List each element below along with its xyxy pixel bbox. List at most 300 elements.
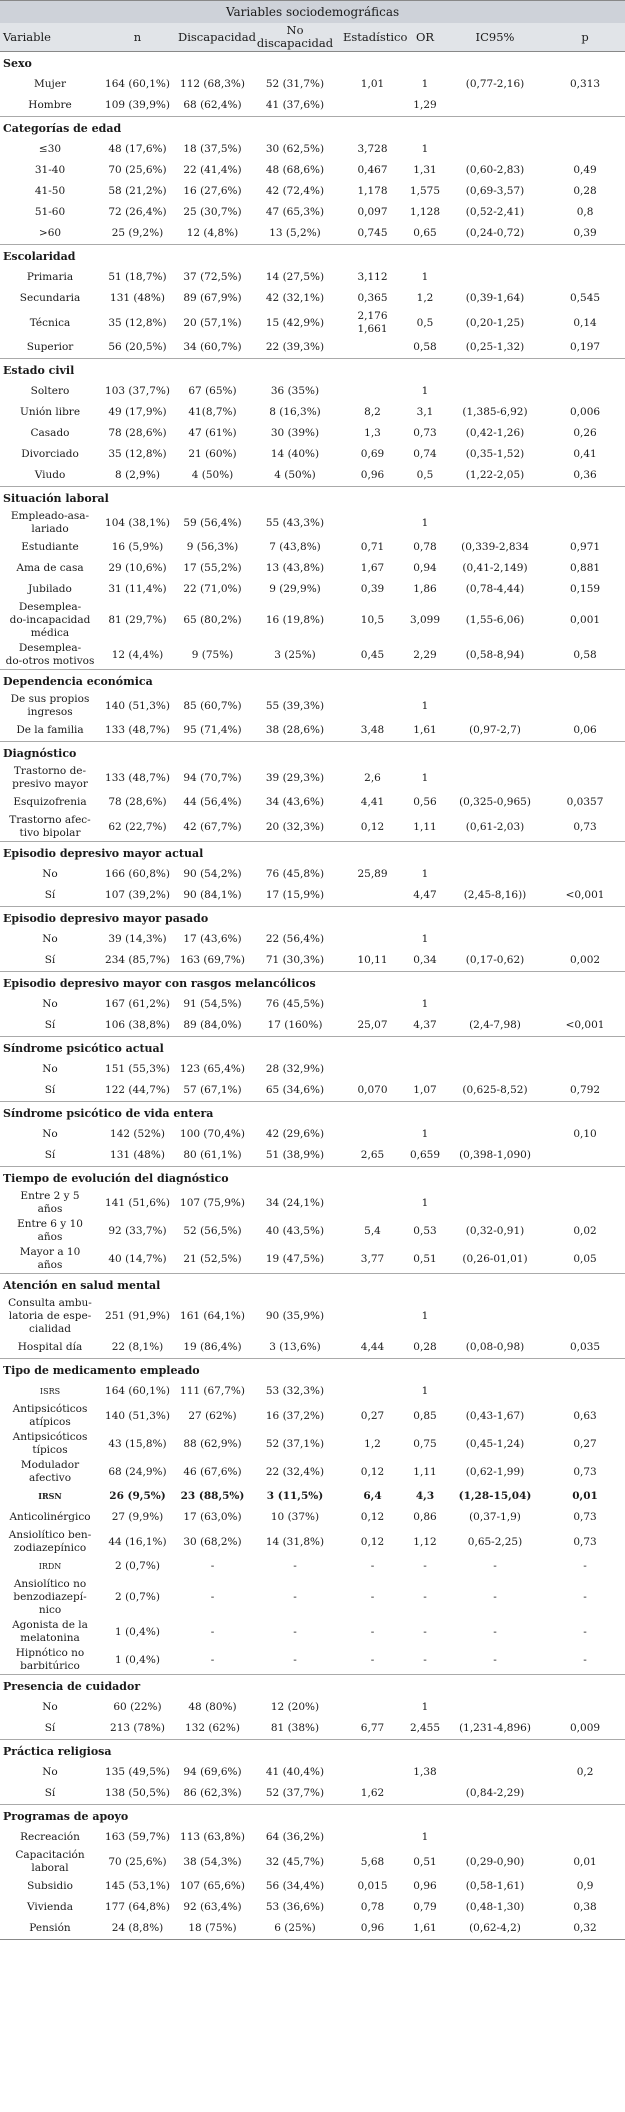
cell-estadistico: 0,45 [360, 648, 385, 661]
table-row [0, 509, 625, 537]
cell-variable: >60 [38, 227, 62, 239]
cell-or: 0,79 [413, 1901, 437, 1913]
cell-estadistico: - [370, 1591, 375, 1603]
cell-ic95 [445, 1296, 545, 1337]
cell-variable: Sí [44, 1787, 56, 1799]
cell-ic95 [445, 381, 545, 402]
cell-variable: Entre 6 y 10 años [17, 1218, 83, 1243]
cell-no-discapacidad: 3 (25%) [274, 648, 316, 661]
cell-discapacidad: 44 (56,4%) [183, 796, 242, 808]
cell-or: 0,58 [413, 341, 437, 353]
table-row [0, 579, 625, 600]
cell-or: 0,65 [413, 227, 437, 239]
cell-estadistico [340, 1762, 405, 1783]
cell-p [545, 994, 625, 1015]
cell-or: 1 [421, 1831, 429, 1843]
table-row [0, 1059, 625, 1080]
cell-estadistico: 0,69 [360, 448, 385, 460]
cell-p: 0,73 [573, 1511, 597, 1523]
cell-p [545, 929, 625, 950]
cell-p: 0,73 [573, 1465, 597, 1478]
cell-n: 8 (2,9%) [115, 469, 160, 481]
cell-p: 0,0357 [566, 796, 604, 808]
cell-no-discapacidad: 52 (31,7%) [265, 78, 325, 90]
section-title: Diagnóstico [0, 742, 625, 765]
cell-or: 1,11 [413, 820, 437, 833]
cell-ic95: (1,28-15,04) [458, 1490, 532, 1502]
cell-no-discapacidad: 76 (45,5%) [265, 998, 325, 1010]
table-row [0, 1189, 625, 1217]
cell-no-discapacidad: 9 (29,9%) [269, 583, 321, 595]
cell-variable: Entre 2 y 5 años [20, 1190, 80, 1215]
cell-ic95: (1,231-4,896) [459, 1722, 531, 1734]
section-title: Tiempo de evolución del diagnóstico [0, 1167, 625, 1190]
cell-discapacidad: 20 (57,1%) [183, 316, 242, 329]
cell-discapacidad: 68 (62,4%) [183, 99, 242, 111]
cell-p: 0,8 [576, 206, 594, 218]
cell-estadistico: 8,2 [364, 406, 381, 418]
cell-no-discapacidad: 17 (15,9%) [265, 889, 325, 901]
table-row [0, 994, 625, 1015]
table-row [0, 792, 625, 813]
section-header [0, 487, 625, 510]
cell-discapacidad: 52 (56,5%) [183, 1224, 242, 1237]
cell-or: 1,07 [413, 1084, 437, 1096]
cell-variable: Secundaria [19, 292, 81, 304]
cell-n: 12 (4,4%) [111, 648, 164, 661]
cell-estadistico: 2,65 [360, 1149, 385, 1161]
cell-variable: No [42, 933, 58, 945]
cell-ic95 [445, 95, 545, 117]
cell-p [545, 1189, 625, 1217]
cell-no-discapacidad: 52 (37,7%) [265, 1787, 325, 1799]
cell-no-discapacidad: 3 (11,5%) [266, 1490, 324, 1502]
cell-estadistico: 0,015 [357, 1880, 388, 1892]
cell-discapacidad: 113 (63,8%) [180, 1831, 245, 1843]
table-row [0, 1145, 625, 1167]
cell-n: 51 (18,7%) [108, 271, 167, 283]
cell-ic95: (0,26-01,01) [462, 1252, 528, 1265]
cell-no-discapacidad: 40 (43,5%) [265, 1224, 325, 1237]
cell-variable: Pensión [29, 1922, 71, 1934]
cell-discapacidad: 17 (63,0%) [183, 1511, 242, 1523]
cell-p: 0,26 [573, 427, 597, 439]
cell-discapacidad: 42 (67,7%) [183, 820, 242, 833]
cell-no-discapacidad: 16 (19,8%) [265, 614, 325, 626]
cell-estadistico: 6,4 [363, 1490, 382, 1502]
cell-variable: Trastorno de- presivo mayor [12, 765, 88, 790]
cell-or: 1 [421, 868, 429, 880]
cell-n: 68 (24,9%) [108, 1465, 167, 1478]
cell-p [545, 1697, 625, 1718]
cell-no-discapacidad: 53 (36,6%) [265, 1901, 325, 1913]
cell-estadistico: 4,41 [360, 796, 385, 808]
table-row [0, 1827, 625, 1848]
cell-or: 0,85 [413, 1409, 437, 1422]
table-row [0, 1458, 625, 1486]
table-row [0, 1245, 625, 1274]
cell-p: 0,73 [573, 820, 597, 833]
cell-no-discapacidad: 6 (25%) [274, 1922, 316, 1934]
table-row [0, 1015, 625, 1037]
table-row [0, 1848, 625, 1876]
cell-or: 1,575 [409, 185, 441, 197]
cell-n: 48 (17,6%) [108, 143, 167, 155]
cell-or: 1 [421, 143, 429, 155]
cell-p: - [583, 1591, 587, 1603]
cell-no-discapacidad: 52 (37,1%) [265, 1437, 325, 1450]
cell-estadistico: 2,6 [364, 771, 381, 784]
cell-p: 0,035 [570, 1341, 601, 1353]
cell-p [545, 764, 625, 792]
cell-n: 60 (22%) [113, 1701, 162, 1713]
cell-no-discapacidad: 41 (37,6%) [265, 99, 325, 111]
table-row [0, 309, 625, 337]
cell-n: 122 (44,7%) [105, 1084, 170, 1096]
cell-n: 1 (0,4%) [115, 1625, 160, 1638]
cell-variable: Empleado-asa- lariado [10, 510, 90, 535]
cell-p: 0,39 [573, 227, 597, 239]
cell-or: 0,659 [409, 1149, 441, 1161]
cell-variable: Hospital día [17, 1341, 83, 1353]
cell-p: 0,49 [573, 164, 597, 176]
cell-ic95: (0,24-0,72) [465, 227, 525, 239]
cell-no-discapacidad: 39 (29,3%) [265, 771, 325, 784]
section-title: Escolaridad [0, 245, 625, 268]
cell-no-discapacidad: 14 (31,8%) [265, 1535, 325, 1548]
cell-ic95: (0,58-8,94) [465, 648, 525, 661]
cell-discapacidad: 57 (67,1%) [183, 1084, 242, 1096]
cell-estadistico: - [370, 1560, 375, 1572]
cell-or: 0,96 [413, 1880, 437, 1892]
cell-no-discapacidad: - [293, 1625, 297, 1638]
cell-estadistico: 6,77 [360, 1722, 385, 1734]
cell-discapacidad: 107 (65,6%) [180, 1880, 245, 1892]
cell-variable: Antipsicóticos típicos [12, 1431, 88, 1456]
cell-estadistico [340, 1697, 405, 1718]
table-row [0, 1217, 625, 1245]
cell-variable: Esquizofrenia [13, 796, 87, 808]
section-header [0, 842, 625, 865]
cell-p: 0,01 [572, 1490, 598, 1502]
cell-p: 0,01 [573, 1855, 597, 1868]
section-header [0, 907, 625, 930]
table-row [0, 641, 625, 670]
cell-estadistico [340, 994, 405, 1015]
cell-estadistico [340, 1296, 405, 1337]
cell-estadistico: 25,89 [357, 868, 388, 880]
cell-n: 140 (51,3%) [105, 699, 170, 712]
cell-discapacidad: 65 (80,2%) [183, 614, 242, 626]
cell-no-discapacidad: 65 (34,6%) [265, 1084, 325, 1096]
cell-p: 0,63 [573, 1409, 597, 1422]
cell-n: 1 (0,4%) [115, 1653, 160, 1666]
cell-n: 133 (48,7%) [105, 771, 170, 784]
cell-estadistico: 0,78 [360, 1901, 385, 1913]
table-row [0, 402, 625, 423]
table-row [0, 1124, 625, 1145]
header-ic95: IC95% [445, 23, 545, 52]
cell-n: 43 (15,8%) [108, 1437, 167, 1450]
cell-n: 70 (25,6%) [108, 164, 167, 176]
table-row [0, 885, 625, 907]
cell-estadistico: 0,96 [360, 469, 385, 481]
cell-estadistico [340, 95, 405, 117]
cell-or: 1 [421, 1385, 429, 1397]
cell-or: 2,455 [409, 1722, 441, 1734]
cell-no-discapacidad: 14 (27,5%) [265, 271, 325, 283]
cell-n: 35 (12,8%) [108, 448, 167, 460]
cell-variable: Sí [44, 1722, 56, 1734]
section-title: Atención en salud mental [0, 1274, 625, 1297]
cell-ic95 [445, 1124, 545, 1145]
cell-no-discapacidad: 22 (32,4%) [265, 1465, 325, 1478]
cell-estadistico [340, 929, 405, 950]
cell-ic95: (0,325-0,965) [459, 796, 531, 808]
cell-no-discapacidad: 64 (36,2%) [265, 1831, 325, 1843]
cell-n: 26 (9,5%) [109, 1490, 166, 1502]
cell-n: 135 (49,5%) [105, 1766, 170, 1778]
cell-or: 1 [421, 933, 429, 945]
cell-variable: Ansiolítico ben- zodiazepínico [8, 1529, 92, 1554]
cell-estadistico: 1,178 [357, 185, 388, 197]
cell-n: 167 (61,2%) [105, 998, 170, 1010]
cell-estadistico: 0,12 [360, 1535, 385, 1548]
table-row [0, 929, 625, 950]
cell-variable: Soltero [30, 385, 70, 397]
cell-variable: De la familia [16, 724, 84, 736]
cell-estadistico: 3,77 [360, 1252, 385, 1265]
section-title: Situación laboral [0, 487, 625, 510]
cell-n: 49 (17,9%) [108, 406, 167, 418]
cell-estadistico: - [370, 1625, 375, 1638]
cell-no-discapacidad: 51 (38,9%) [265, 1149, 325, 1161]
cell-variable: Divorciado [21, 448, 79, 460]
cell-or: 1 [421, 78, 429, 90]
table-row [0, 160, 625, 181]
cell-ic95: (0,32-0,91) [465, 1224, 525, 1237]
cell-discapacidad: 163 (69,7%) [180, 954, 245, 966]
cell-estadistico: 0,96 [360, 1922, 385, 1934]
section-title: Categorías de edad [0, 117, 625, 140]
cell-estadistico: 0,097 [357, 206, 388, 218]
cell-estadistico [340, 692, 405, 720]
cell-discapacidad: 67 (65%) [188, 385, 237, 397]
cell-discapacidad: 48 (80%) [188, 1701, 237, 1713]
section-title: Episodio depresivo mayor pasado [0, 907, 625, 930]
cell-p [545, 381, 625, 402]
cell-ic95: (0,17-0,62) [465, 954, 525, 966]
cell-or [405, 1059, 445, 1080]
cell-n: 92 (33,7%) [108, 1224, 167, 1237]
cell-or: 4,3 [415, 1490, 435, 1502]
cell-no-discapacidad: 42 (32,1%) [265, 292, 325, 304]
cell-or: 1,38 [413, 1766, 437, 1778]
cell-p: 0,159 [570, 583, 601, 595]
cell-estadistico [340, 509, 405, 537]
cell-no-discapacidad: 32 (45,7%) [265, 1855, 325, 1868]
cell-estadistico: 1,3 [364, 427, 381, 439]
cell-no-discapacidad: 14 (40%) [270, 448, 320, 460]
table-row [0, 537, 625, 558]
cell-n: 131 (48%) [110, 1149, 165, 1161]
cell-p: 0,14 [573, 316, 597, 329]
cell-p: <0,001 [565, 889, 605, 901]
cell-estadistico: 1,2 [364, 1437, 381, 1450]
cell-variable: Viudo [34, 469, 66, 481]
cell-estadistico [340, 1124, 405, 1145]
cell-no-discapacidad: 3 (13,6%) [269, 1341, 321, 1353]
cell-p: 0,28 [573, 185, 597, 197]
cell-p: 0,009 [570, 1722, 601, 1734]
cell-p: 0,197 [570, 341, 601, 353]
cell-or: 3,099 [409, 614, 441, 626]
cell-or: - [423, 1560, 427, 1572]
cell-variable: Capacitación laboral [15, 1849, 85, 1874]
cell-discapacidad: 80 (61,1%) [183, 1149, 242, 1161]
cell-p: 0,881 [570, 562, 601, 574]
section-title: Programas de apoyo [0, 1805, 625, 1828]
cell-discapacidad: 23 (88,5%) [180, 1490, 245, 1502]
cell-p: - [583, 1625, 587, 1638]
cell-discapacidad: 30 (68,2%) [183, 1535, 242, 1548]
table-row [0, 1646, 625, 1675]
table-row [0, 600, 625, 641]
cell-variable: No [42, 1701, 58, 1713]
cell-n: 44 (16,1%) [108, 1535, 167, 1548]
cell-ic95: (0,45-1,24) [465, 1437, 525, 1450]
cell-discapacidad: 38 (54,3%) [183, 1855, 242, 1868]
cell-ic95: (1,55-6,06) [465, 614, 525, 626]
cell-no-discapacidad: 7 (43,8%) [269, 541, 321, 553]
section-title: Presencia de cuidador [0, 1675, 625, 1698]
cell-estadistico: 0,467 [357, 164, 388, 176]
cell-no-discapacidad: 13 (43,8%) [265, 562, 325, 574]
cell-n: 2 (0,7%) [115, 1591, 160, 1603]
cell-no-discapacidad: 36 (35%) [270, 385, 320, 397]
cell-estadistico [340, 1827, 405, 1848]
cell-or: - [423, 1653, 427, 1666]
cell-no-discapacidad: - [293, 1653, 297, 1666]
cell-no-discapacidad: 41 (40,4%) [265, 1766, 325, 1778]
cell-discapacidad: 86 (62,3%) [183, 1787, 242, 1799]
cell-or: 1 [421, 1128, 429, 1140]
table-row [0, 558, 625, 579]
cell-or: 1 [421, 271, 429, 283]
cell-estadistico: 4,44 [360, 1341, 385, 1353]
cell-or: 1 [421, 699, 429, 712]
cell-ic95: (0,37-1,9) [469, 1511, 521, 1523]
cell-or: 1 [421, 1701, 429, 1713]
cell-discapacidad: 85 (60,7%) [183, 699, 242, 712]
cell-estadistico [340, 1381, 405, 1402]
cell-variable: Mujer [33, 78, 66, 90]
section-header [0, 117, 625, 140]
cell-no-discapacidad: 42 (72,4%) [265, 185, 325, 197]
cell-ic95: (0,339-2,834 [461, 541, 529, 553]
cell-discapacidad: - [210, 1625, 215, 1638]
cell-n: 164 (60,1%) [105, 78, 170, 90]
table-row [0, 720, 625, 742]
cell-n: 22 (8,1%) [111, 1341, 164, 1353]
cell-variable: Ansiolítico no benzodiazepí- nico [13, 1578, 87, 1616]
cell-n: 138 (50,5%) [105, 1787, 170, 1799]
cell-no-discapacidad: 30 (39%) [270, 427, 320, 439]
cell-ic95: (0,25-1,32) [465, 341, 525, 353]
cell-variable: No [42, 1766, 58, 1778]
cell-ic95: (0,60-2,83) [465, 164, 525, 176]
cell-variable: Antipsicóticos atípicos [12, 1403, 88, 1428]
cell-estadistico [340, 1059, 405, 1080]
cell-discapacidad: 91 (54,5%) [183, 998, 242, 1010]
cell-or: 0,34 [413, 954, 437, 966]
table-row [0, 95, 625, 117]
cell-discapacidad: 37 (72,5%) [183, 271, 242, 283]
cell-discapacidad: 92 (63,4%) [183, 1901, 242, 1913]
cell-ic95: (2,45-8,16)) [463, 889, 527, 901]
cell-n: 107 (39,2%) [105, 889, 170, 901]
cell-ic95 [445, 1189, 545, 1217]
cell-estadistico: 0,365 [357, 292, 388, 304]
cell-or: 0,53 [413, 1224, 437, 1237]
cell-variable: Sí [44, 1084, 56, 1096]
cell-p: 0,006 [570, 406, 601, 418]
cell-variable-abbrev: IRSN [38, 1491, 62, 1501]
cell-variable: Trastorno afec- tivo bipolar [9, 814, 91, 839]
cell-or: 0,28 [413, 1341, 437, 1353]
cell-or: 1 [421, 1196, 429, 1209]
cell-estadistico: 1,67 [360, 562, 385, 574]
table-row [0, 864, 625, 885]
cell-no-discapacidad: 34 (24,1%) [265, 1196, 325, 1209]
cell-n: 106 (38,8%) [105, 1019, 170, 1031]
cell-or: 0,78 [413, 541, 437, 553]
cell-variable: No [42, 868, 58, 880]
cell-discapacidad: 22 (71,0%) [183, 583, 242, 595]
cell-p: 0,05 [573, 1252, 597, 1265]
cell-n: 177 (64,8%) [105, 1901, 170, 1913]
cell-p: 0,971 [570, 541, 601, 553]
table-row [0, 337, 625, 359]
cell-or: 2,29 [413, 648, 437, 661]
cell-ic95 [445, 509, 545, 537]
cell-no-discapacidad: 4 (50%) [274, 469, 316, 481]
cell-estadistico: 5,4 [364, 1224, 381, 1237]
cell-discapacidad: 89 (84,0%) [183, 1019, 242, 1031]
cell-ic95: (0,62-1,99) [465, 1465, 525, 1478]
cell-ic95: (0,398-1,090) [459, 1149, 531, 1161]
table-row [0, 1697, 625, 1718]
cell-p: 0,02 [573, 1224, 597, 1237]
cell-ic95: (0,20-1,25) [465, 316, 525, 329]
cell-estadistico: 25,07 [357, 1019, 388, 1031]
cell-p: - [583, 1560, 587, 1572]
cell-or: 0,51 [413, 1252, 437, 1265]
cell-ic95: - [493, 1591, 497, 1603]
cell-discapacidad: 9 (56,3%) [186, 541, 239, 553]
section-title: Sexo [0, 52, 625, 75]
cell-or: 4,47 [413, 889, 437, 901]
table-row [0, 1577, 625, 1618]
section-header [0, 1675, 625, 1698]
cell-discapacidad: 41(8,7%) [188, 406, 237, 418]
table-row [0, 1556, 625, 1577]
cell-variable: Técnica [29, 316, 71, 329]
cell-or: - [423, 1625, 427, 1638]
header-p: p [545, 23, 625, 52]
header-estadistico: Estadístico [340, 23, 405, 52]
table-row [0, 223, 625, 245]
